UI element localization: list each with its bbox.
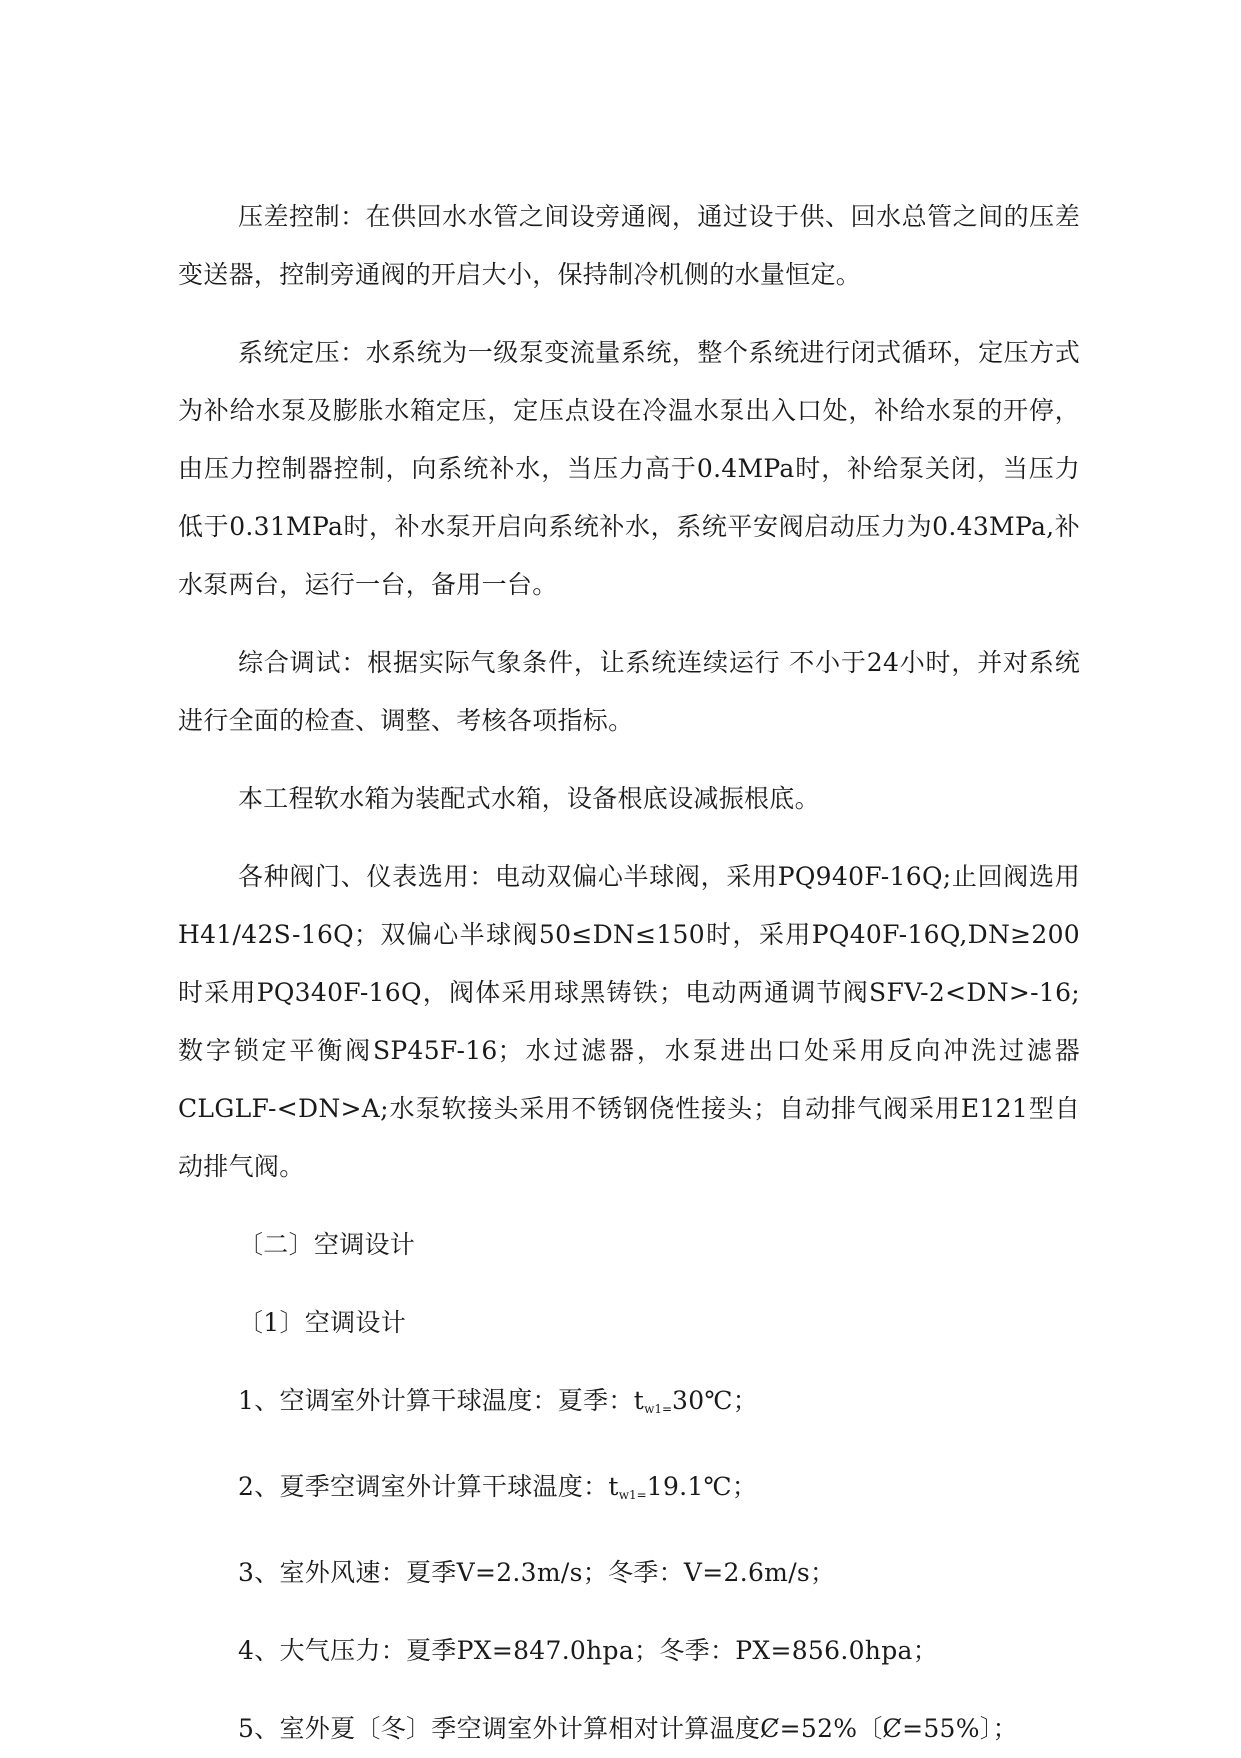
list-item-atmospheric-pressure bbox=[178, 1622, 1080, 1680]
list-item-text: 3、室外风速：夏季V=2.3m/s；冬季：V=2.6m/s； bbox=[238, 1558, 836, 1587]
list-item-outdoor-dry-bulb-summer bbox=[178, 1372, 1080, 1438]
list-item-outdoor-wind-speed bbox=[178, 1544, 1080, 1602]
subscript-label: w1= bbox=[644, 1402, 673, 1416]
list-item-text: 2、夏季空调室外计算干球温度：t bbox=[238, 1472, 619, 1501]
paragraph-comprehensive-commissioning: 综合调试：根据实际气象条件，让系统连续运行 不小于24小时，并对系统进行全面的检查、调整、考核各项指标。 bbox=[178, 648, 1080, 735]
list-item-value: 19.1℃； bbox=[646, 1472, 758, 1501]
list-item-summer-dry-bulb bbox=[178, 1458, 1080, 1524]
paragraph-pressure-difference-control: 压差控制：在供回水水管之间设旁通阀，通过设于供、回水总管之间的压差变送器，控制旁通阀的开启大小，保持制冷机侧的水量恒定。 bbox=[178, 202, 1080, 289]
list-item-text: 1、空调室外计算干球温度：夏季：t bbox=[238, 1386, 645, 1415]
list-item-text: 4、大气压力：夏季PX=847.0hpa；冬季：PX=856.0hpa； bbox=[238, 1636, 938, 1665]
paragraph-system-pressurization: 系统定压：水系统为一级泵变流量系统，整个系统进行闭式循环，定压方式为补给水泵及膨胀水箱定压，定压点设在冷温水泵出入口处，补给水泵的开停，由压力控制器控制，向系统补水，当压力高于0.4MPa时，补给泵关闭，当压力低于0.31MPa时，补水泵开启向系统补水，系统平安阀启动压力为0.43MPa,补水泵两台，运行一台，备用一台。 bbox=[178, 338, 1080, 599]
subsection-heading-air-conditioning-design: 〔1〕空调设计 bbox=[238, 1308, 407, 1337]
list-item-relative-humidity bbox=[178, 1700, 1080, 1758]
document-body bbox=[178, 188, 1080, 1758]
section-heading-air-conditioning-design: 〔二〕空调设计 bbox=[238, 1230, 416, 1259]
list-item-text: 5、室外夏〔冬〕季空调室外计算相对计算温度Ȼ=52%〔Ȼ=55%〕； bbox=[238, 1714, 1018, 1743]
paragraph-soft-water-tank: 本工程软水箱为装配式水箱，设备根底设减振根底。 bbox=[238, 784, 820, 813]
list-item-value: 30℃； bbox=[672, 1386, 759, 1415]
paragraph-valves-and-instruments: 各种阀门、仪表选用：电动双偏心半球阀，采用PQ940F-16Q;止回阀选用H41/42S-16Q；双偏心半球阀50≤DN≤150时，采用PQ40F-16Q,DN≥200时采用PQ340F-16Q，阀体采用球黑铸铁；电动两通调节阀SFV-2<DN>-16;数字锁定平衡阀SP45F-16；水过滤器，水泵进出口处采用反向冲洗过滤器CLGLF-<DN>A;水泵软接头采用不锈钢侥性接头；自动排气阀采用E121型自动排气阀。 bbox=[178, 862, 1080, 1181]
subscript-label: w1= bbox=[618, 1488, 647, 1502]
